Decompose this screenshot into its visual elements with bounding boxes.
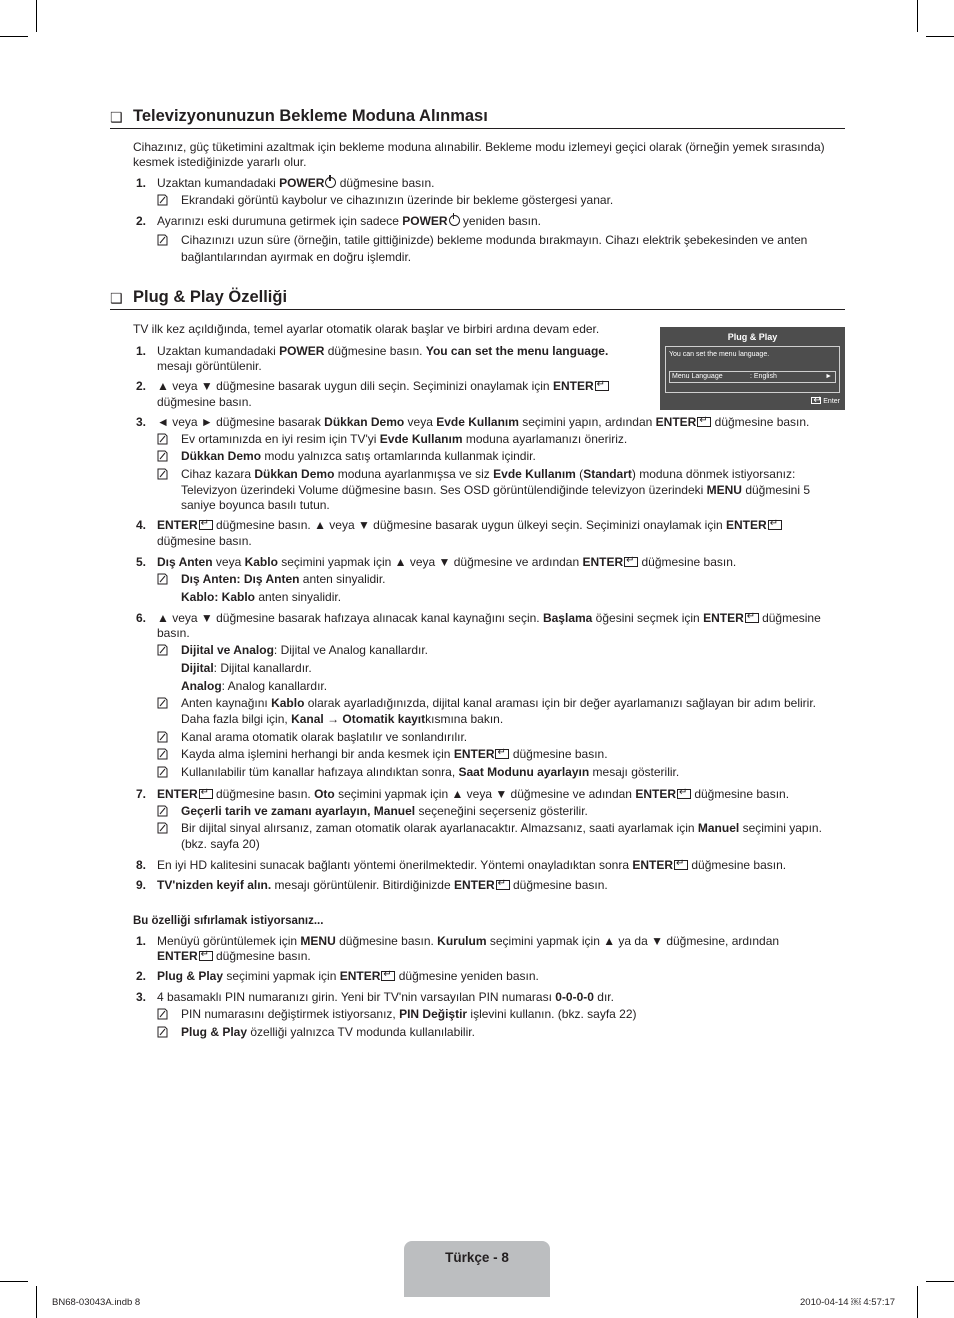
crop-mark: [36, 1286, 37, 1318]
step-text: ENTER↵ düğmesine basın. Oto seçimini yapmak için ▲ veya ▼ düğmesine ve adından ENTER↵ düğmesine basın.: [157, 787, 789, 802]
enter-icon: [811, 397, 821, 404]
step-number: 8.: [136, 858, 147, 872]
step-text: Plug & Play seçimini yapmak için ENTER↵ düğmesine yeniden basın.: [157, 969, 539, 984]
step-number: 5.: [136, 555, 147, 569]
footer-timestamp: 2010-04-14 ￼ 4:57:17: [800, 1297, 896, 1308]
step-number: 6.: [136, 611, 147, 625]
power-icon: [449, 215, 460, 226]
note-icon: [157, 234, 168, 246]
note-icon: [157, 697, 168, 709]
step-text: düğmesine basın.: [157, 395, 252, 409]
crop-mark: [917, 1286, 918, 1318]
osd-message: You can set the menu language.: [669, 351, 770, 358]
intro-line: TV ilk kez açıldığında, temel ayarlar otomatik olarak başlar ve birbiri ardına devam eder.: [133, 322, 600, 336]
step-number: 1.: [136, 344, 147, 358]
step-number: 1.: [136, 934, 147, 948]
step-number: 9.: [136, 878, 147, 892]
osd-footer: ↵ Enter: [810, 397, 840, 406]
enter-icon: [495, 749, 509, 759]
step-text: TV'nizden keyif alın. mesajı görüntülenir. Bitirdiğinizde ENTER↵ düğmesine basın.: [157, 878, 608, 893]
intro-line: kesmek istediğinizde yararlı olur.: [133, 155, 307, 169]
note-text: Daha fazla bilgi için, Kanal → Otomatik kayıtkısmına bakın.: [181, 712, 504, 726]
note-icon: [157, 731, 168, 743]
intro-line: Cihazınız, güç tüketimini azaltmak için bekleme moduna alınabilir. Bekleme modu izlemeyi geçici olarak (örneğin yemek sırasında): [133, 140, 825, 154]
crop-mark: [917, 0, 918, 32]
note-icon: [157, 450, 168, 462]
osd-screen: [660, 327, 845, 410]
step-text: ENTER↵ düğmesine basın.: [157, 949, 311, 964]
note-icon: [157, 748, 168, 760]
enter-icon: [595, 381, 609, 391]
note-icon: [157, 805, 168, 817]
step-text: basın.: [157, 626, 190, 640]
step-text: düğmesine basın.: [157, 534, 252, 548]
note-text: Analog: Analog kanallardır.: [181, 679, 328, 693]
note-text: Kayda alma işlemini herhangi bir anda kesmek için ENTER↵ düğmesine basın.: [181, 747, 608, 762]
step-text: Ayarınızı eski durumuna getirmek için sadece POWER yeniden basın.: [157, 214, 541, 228]
note-text: (bkz. sayfa 20): [181, 837, 260, 851]
step-text: Uzaktan kumandadaki POWER düğmesine basın. You can set the menu language.: [157, 344, 609, 358]
enter-icon: [674, 860, 688, 870]
crop-mark: [926, 1281, 954, 1282]
note-text: bağlantılarından ayırmak en doğru işlemdir.: [181, 250, 412, 264]
section-heading: [110, 287, 845, 310]
crop-mark: [926, 36, 954, 37]
enter-icon: [697, 417, 711, 427]
enter-icon: [745, 613, 759, 623]
osd-row-label: Menu Language: [672, 373, 723, 380]
note-icon: [157, 822, 168, 834]
note-icon: [157, 1026, 168, 1038]
step-text: Uzaktan kumandadaki POWER düğmesine basın.: [157, 176, 435, 190]
section-title: Televizyonunuzun Bekleme Moduna Alınması: [133, 107, 488, 125]
note-icon: [157, 573, 168, 585]
note-text: Plug & Play özelliği yalnızca TV modunda kullanılabilir.: [181, 1025, 475, 1039]
step-text: mesajı görüntülenir.: [157, 359, 262, 373]
section-marker-icon: ❑: [110, 290, 123, 306]
page-label: Türkçe - 8: [445, 1250, 509, 1265]
footer-filename: BN68-03043A.indb 8: [52, 1297, 141, 1308]
step-number: 2.: [136, 379, 147, 393]
section-heading: [110, 106, 845, 129]
osd-title: Plug & Play: [727, 332, 778, 342]
step-text: ◄ veya ► düğmesine basarak Dükkan Demo veya Evde Kullanım seçimini yapın, ardından ENTER↵ düğmesine basın.: [157, 415, 809, 430]
note-icon: [157, 194, 168, 206]
step-number: 1.: [136, 176, 147, 190]
step-number: 3.: [136, 415, 147, 429]
step-number: 2.: [136, 214, 147, 228]
enter-icon: [768, 520, 782, 530]
enter-icon: [199, 951, 213, 961]
step-text: ▲ veya ▼ düğmesine basarak hafızaya alınacak kanal kaynağını seçin. Başlama öğesini seçmek için ENTER↵ düğmesine: [157, 611, 821, 626]
enter-icon: [381, 971, 395, 981]
enter-icon: [677, 789, 691, 799]
enter-icon: [199, 520, 213, 530]
note-text: Ekrandaki görüntü kaybolur ve cihazınızın üzerinde bir bekleme göstergesi yanar.: [181, 193, 614, 207]
crop-mark: [36, 0, 37, 32]
note-text: saniye boyunca basılı tutun.: [181, 498, 330, 512]
step-number: 2.: [136, 969, 147, 983]
osd-panel: [665, 346, 840, 393]
note-text: Kanal arama otomatik olarak başlatılır ve sonlandırılır.: [181, 730, 468, 744]
note-icon: [157, 433, 168, 445]
note-text: PIN numarasını değiştirmek istiyorsanız, PIN Değiştir işlevini kullanın. (bkz. sayfa 22): [181, 1007, 637, 1021]
enter-icon: [199, 789, 213, 799]
note-text: Geçerli tarih ve zamanı ayarlayın, Manuel seçeneğini seçerseniz gösterilir.: [181, 804, 588, 818]
note-icon: [157, 468, 168, 480]
step-number: 7.: [136, 787, 147, 801]
section-title: Plug & Play Özelliği: [133, 288, 288, 306]
note-text: Dijital: Dijital kanallardır.: [181, 661, 312, 675]
note-text: Cihazınızı uzun süre (örneğin, tatile gittiğinizde) bekleme modunda bırakmayın. Cihazı elektrik şebekesinden ve anten: [181, 233, 808, 247]
arrow-right-icon: ►: [825, 373, 832, 380]
note-text: Ev ortamınızda en iyi resim için TV'yi Evde Kullanım moduna ayarlamanızı öneririz.: [181, 432, 628, 446]
power-icon: [325, 177, 336, 188]
section-marker-icon: ❑: [110, 109, 123, 125]
note-text: Televizyon üzerindeki Volume düğmesine basın. Ses OSD görüntülendiğinde televizyon üzerindeki MENU düğmesini 5: [181, 483, 811, 497]
note-icon: [157, 766, 168, 778]
step-text: ▲ veya ▼ düğmesine basarak uygun dili seçin. Seçiminizi onaylamak için ENTER↵: [157, 379, 609, 394]
step-text: Dış Anten veya Kablo seçimini yapmak için ▲ veya ▼ düğmesine ve ardından ENTER↵ düğmesine basın.: [157, 555, 736, 570]
crop-mark: [0, 36, 28, 37]
enter-icon: [624, 557, 638, 567]
step-text: En iyi HD kalitesini sunacak bağlantı yöntemi önerilmektedir. Yöntemi onayladıktan sonra ENTER↵ düğmesine basın.: [157, 858, 786, 873]
note-text: Cihaz kazara Dükkan Demo moduna ayarlanmışsa ve siz Evde Kullanım (Standart) moduna dönmek istiyorsanız:: [181, 467, 796, 481]
note-text: Anten kaynağını Kablo olarak ayarladığınızda, dijital kanal araması için bir değer ayarlamanızı sağlayan bir adım belirir.: [181, 696, 817, 710]
note-text: Kullanılabilir tüm kanallar hafızaya alındıktan sonra, Saat Modunu ayarlayın mesajı gösterilir.: [181, 765, 680, 779]
step-number: 4.: [136, 518, 147, 532]
step-number: 3.: [136, 990, 147, 1004]
osd-menu-language-row: [669, 371, 836, 383]
step-text: 4 basamaklı PIN numaranızı girin. Yeni bir TV'nin varsayılan PIN numarası 0-0-0-0 dır.: [157, 990, 614, 1004]
note-text: Dükkan Demo modu yalnızca satış ortamlarında kullanmak içindir.: [181, 449, 536, 463]
note-text: Bir dijital sinyal alırsanız, zaman otomatik olarak ayarlanacaktır. Almazsanız, saati ayarlamak için Manuel seçimini yapın.: [181, 821, 822, 835]
note-icon: [157, 644, 168, 656]
note-text: Kablo: Kablo anten sinyalidir.: [181, 590, 342, 604]
osd-row-value: : English: [750, 373, 777, 380]
step-text: Menüyü görüntülemek için MENU düğmesine basın. Kurulum seçimini yapmak için ▲ ya da ▼ düğmesine, ardından: [157, 934, 780, 948]
note-icon: [157, 1008, 168, 1020]
reset-heading: Bu özelliği sıfırlamak istiyorsanız...: [133, 915, 324, 927]
page-number-tab: [404, 1241, 550, 1297]
crop-mark: [0, 1281, 28, 1282]
note-text: Dış Anten: Dış Anten anten sinyalidir.: [181, 572, 386, 586]
note-text: Dijital ve Analog: Dijital ve Analog kanallardır.: [181, 643, 428, 657]
step-text: ENTER↵ düğmesine basın. ▲ veya ▼ düğmesine basarak uygun ülkeyi seçin. Seçiminizi onaylamak için ENTER↵: [157, 518, 782, 533]
enter-icon: [496, 880, 510, 890]
